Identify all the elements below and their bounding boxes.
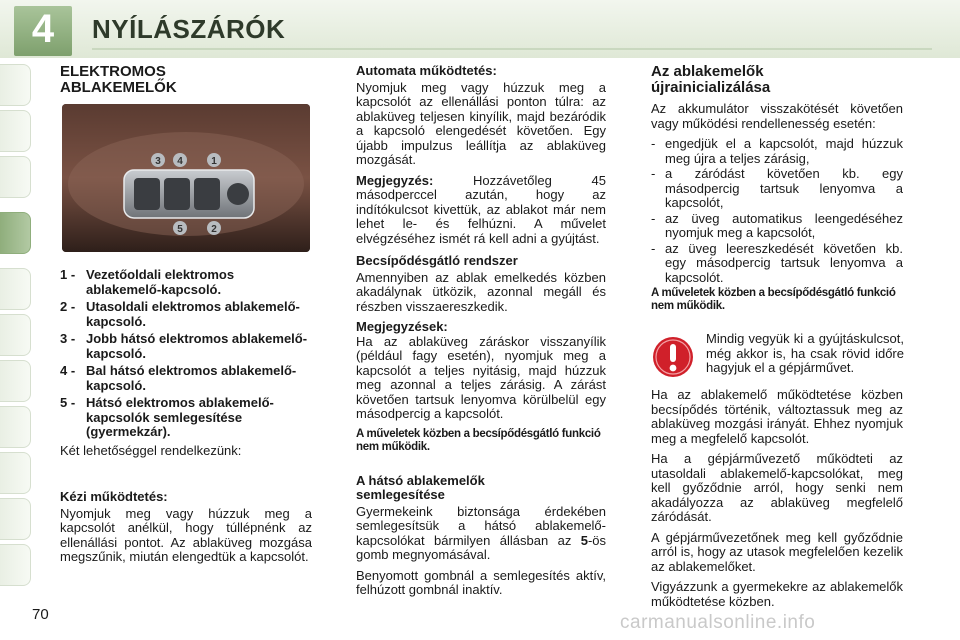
warning-text: A műveletek közben a becsípődésgátló funkció nem működik. [356, 427, 601, 453]
photo-label-5: 5 [177, 224, 183, 235]
chapter-tab-5[interactable] [0, 268, 31, 310]
photo-label-4: 4 [177, 156, 183, 167]
column-middle [356, 64, 606, 604]
reinit-heading: Az ablakemelők [651, 63, 764, 80]
notes-text: Ha az ablaküveg záráskor visszanyílik (például fagy esetén), nyomjuk meg a kapcsolót a teljes nyitásig, majd húzzuk meg azonnal a teljes zárásig. A zárást követően tartsuk lenyomva körülbelül egy másodpercig a kapcsolót. [356, 333, 606, 421]
chapter-tab-7[interactable] [0, 360, 31, 402]
chapter-tab-3[interactable] [0, 156, 31, 198]
manual-text: Nyomjuk meg vagy húzzuk meg a kapcsolót anélkül, hogy túllépnénk az ellenállási pontot. Az ablaküveg mozgása megszűnik, miután elengedtük a kapcsolót. [60, 505, 312, 564]
legend-item: 2 - Utasoldali elektromos ablakemelő-kapcsoló. [60, 299, 300, 329]
list-item: - engedjük el a kapcsolót, majd húzzuk meg újra a teljes zárásig, [651, 136, 903, 166]
legend-item: 5 - Hátsó elektromos ablakemelő-kapcsolók semlegesítése (gyermekzár). [60, 395, 274, 439]
photo-label-1: 1 [211, 156, 217, 167]
legend-item: 1 - Vezetőoldali elektromos ablakemelő-kapcsoló. [60, 267, 235, 297]
chapter-tab-10[interactable] [0, 498, 31, 540]
caution-text: Mindig vegyük ki a gyújtáskulcsot, még akkor is, ha csak rövid időre hagyjuk el a gépjárművet. [706, 331, 904, 375]
column-right-lower [651, 388, 903, 615]
chapter-tab-2[interactable] [0, 110, 31, 152]
paragraph: Ha az ablakemelő működtetése közben becsípődés történik, változtassuk meg az ablaküveg mozgási irányát. Ehhez nyomjuk meg a megfelelő kapcsolót. [651, 387, 903, 446]
header-divider [92, 48, 932, 50]
section-heading-line2: ABLAKEMELŐK [60, 79, 177, 96]
legend-item: 4 - Bal hátsó elektromos ablakemelő-kapcsoló. [60, 363, 297, 393]
chapter-tab-1[interactable] [0, 64, 31, 106]
chapter-tab-9[interactable] [0, 452, 31, 494]
reinit-heading-line2: újrainicializálása [651, 79, 771, 96]
watermark: carmanualsonline.info [620, 612, 816, 633]
warning-text: A műveletek közben a becsípődésgátló funkció nem működik. [651, 287, 896, 312]
anti-pinch-heading: Becsípődésgátló rendszer [356, 253, 518, 268]
chapter-tab-6[interactable] [0, 314, 31, 356]
legend-item: 3 - Jobb hátsó elektromos ablakemelő-kapcsoló. [60, 331, 308, 361]
rear-heading-line2: semlegesítése [356, 487, 445, 502]
list-item: - az üveg automatikus leengedéséhez nyomjuk meg a kapcsolót, [651, 210, 903, 240]
note-label: Megjegyzés: [356, 172, 434, 188]
rear-text-2: Benyomott gombnál a semlegesítés aktív, felhúzott gombnál inaktív. [356, 567, 606, 597]
chapter-tab-8[interactable] [0, 406, 31, 448]
reinit-intro: Az akkumulátor visszakötését követően vagy működési rendellenesség esetén: [651, 101, 903, 131]
rear-heading: A hátsó ablakemelők [356, 472, 485, 488]
list-item: - a záródást követően kb. egy másodpercig tartsuk lenyomva a kapcsolót, [651, 166, 903, 210]
paragraph: Ha a gépjárművezető működteti az utasoldali ablakemelő-kapcsolókat, meg kell győződnie arról, hogy senki nem akadályozza az ablaküveg megfelelő záródását. [651, 451, 903, 524]
chapter-tab-11[interactable] [0, 544, 31, 586]
column-left-lower [60, 444, 312, 465]
notes-heading: Megjegyzések: [356, 319, 448, 334]
photo-label-2: 2 [211, 224, 217, 235]
auto-text: Nyomjuk meg vagy húzzuk meg a kapcsolót az ellenállási ponton túlra: az ablaküveg teljesen kinyílik, majd bezáródik a kapcsoló elengedését követően. Egy újabb impulzus leállítja az ablaküveg mozgását. [356, 79, 606, 167]
list-item: - az üveg leereszkedését követően kb. egy másodpercig tartsuk lenyomva a kapcsolót. [651, 240, 903, 285]
page-number: 70 [32, 606, 49, 623]
column-left [60, 64, 312, 96]
rear-text: Gyermekeink biztonsága érdekében semlegesítsük a hátsó ablakemelő-kapcsolókat bármilyen állásban az 5-ös gomb megnyomásával. [356, 503, 606, 562]
switch-panel-photo [62, 104, 310, 252]
note-text: Megjegyzés: Hozzávetőleg 45 másodperccel azután, hogy az indítókulcsot kivettük, az ablakot már nem lehet le- és felhúzni. A művelet elvégzéséhez ismét rá kell adni a gyújtást. [356, 172, 606, 246]
section-heading: ELEKTROMOS [60, 63, 166, 80]
switch-legend [60, 268, 312, 443]
photo-label-3: 3 [155, 156, 161, 167]
page-title: NYÍLÁSZÁRÓK [92, 14, 286, 44]
paragraph: A gépjárművezetőnek meg kell győződnie arról is, hogy az utasok megfelelően kezelik az ablakemelőket. [651, 529, 903, 574]
paragraph: Vigyázzunk a gyermekekre az ablakemelők működtetése közben. [651, 579, 903, 609]
manual-section [60, 490, 312, 571]
column-right [651, 64, 903, 319]
manual-heading: Kézi működtetés: [60, 489, 168, 504]
auto-heading: Automata működtetés: [356, 63, 497, 78]
intro-text: Két lehetőséggel rendelkezünk: [60, 443, 242, 458]
switch-panel-illustration [62, 104, 310, 252]
exclamation-icon [652, 336, 694, 378]
caution-box [706, 332, 904, 382]
chapter-number: 4 [31, 7, 55, 51]
anti-pinch-text: Amennyiben az ablak emelkedés közben akadálynak ütközik, azonnal megáll és részben visszaereszkedik. [356, 269, 606, 314]
chapter-tab-4-active[interactable] [0, 212, 31, 254]
